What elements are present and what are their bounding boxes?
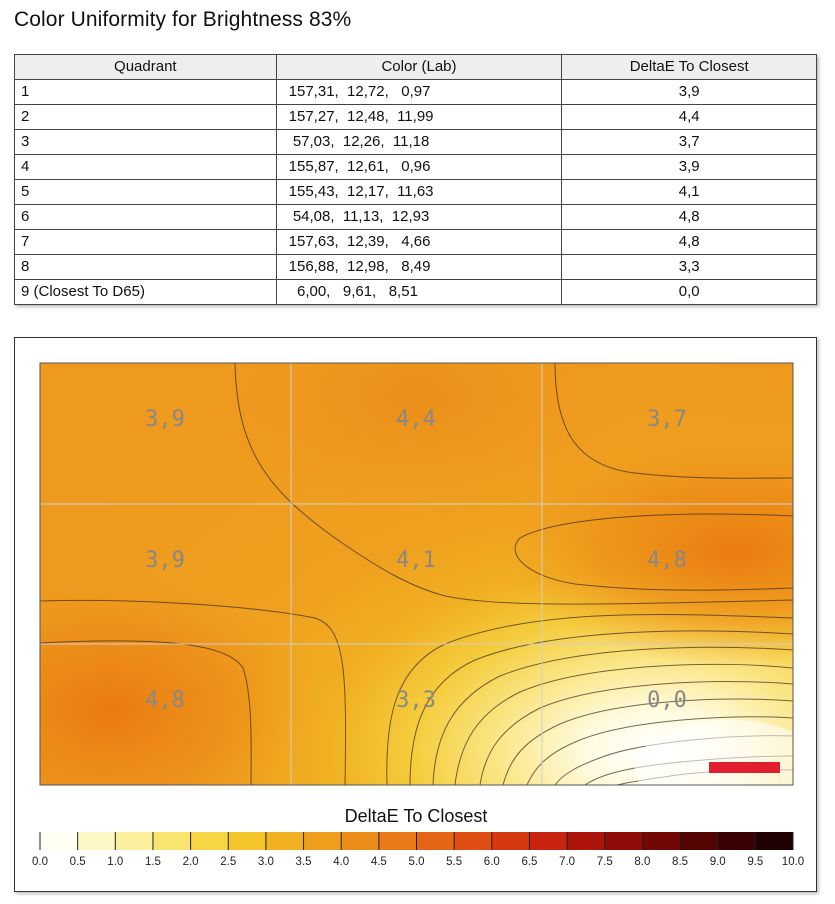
color-lab-cell: 155,87, 12,61, 0,96 [276, 155, 562, 180]
colorbar-tick-label: 0.5 [69, 856, 86, 868]
colorbar-swatch [191, 832, 229, 850]
cell-label-q2: 4,4 [396, 407, 436, 432]
page-title: Color Uniformity for Brightness 83% [14, 8, 352, 31]
colorbar-tick-label: 1.0 [107, 856, 124, 868]
colorbar-swatch [454, 832, 492, 850]
table-row [15, 280, 817, 305]
colorbar-swatch [529, 832, 567, 850]
reference-indicator-bar [709, 762, 780, 773]
quadrant-cell: 6 [15, 205, 277, 230]
colorbar-tick-label: 2.0 [182, 856, 199, 868]
colorbar-tick-label: 5.5 [446, 856, 463, 868]
deltae-cell: 0,0 [562, 280, 817, 305]
colorbar-swatch [718, 832, 756, 850]
colorbar-swatch [115, 832, 153, 850]
colorbar-swatch [228, 832, 266, 850]
colorbar-tick-label: 3.0 [257, 856, 274, 868]
deltae-cell: 3,7 [562, 130, 817, 155]
color-lab-cell: 57,03, 12,26, 11,18 [276, 130, 562, 155]
table-row [15, 255, 817, 280]
table-row [15, 180, 817, 205]
colorbar-ticks [40, 832, 793, 850]
colorbar-swatch [492, 832, 530, 850]
colorbar-swatch [40, 832, 78, 850]
cell-label-q9: 0,0 [647, 688, 687, 713]
cell-label-q4: 3,9 [145, 548, 185, 573]
colorbar-tick-label: 6.0 [483, 856, 500, 868]
table-row [15, 130, 817, 155]
deltae-cell: 3,9 [562, 155, 817, 180]
colorbar-tick-label: 4.0 [333, 856, 350, 868]
colorbar-tick-label: 8.5 [672, 856, 689, 868]
colorbar-swatch [680, 832, 718, 850]
colorbar-tick-label: 0.0 [32, 856, 48, 868]
cell-label-q8: 3,3 [396, 688, 436, 713]
color-lab-cell: 157,31, 12,72, 0,97 [276, 80, 562, 105]
color-lab-cell: 54,08, 11,13, 12,93 [276, 205, 562, 230]
deltae-cell: 4,1 [562, 180, 817, 205]
color-lab-cell: 6,00, 9,61, 8,51 [276, 280, 562, 305]
cell-label-q5: 4,1 [396, 548, 436, 573]
colorbar-tick-labels [32, 856, 804, 868]
colorbar-tick-label: 6.5 [521, 856, 538, 868]
deltae-cell: 4,8 [562, 205, 817, 230]
table-row [15, 205, 817, 230]
quadrant-cell: 7 [15, 230, 277, 255]
table-row [15, 105, 817, 130]
colorbar-swatch [78, 832, 116, 850]
results-table [14, 54, 817, 305]
uniformity-heatmap [15, 338, 816, 891]
colorbar-swatch [642, 832, 680, 850]
colorbar-tick-label: 9.0 [709, 856, 726, 868]
colorbar-tick-label: 5.0 [408, 856, 425, 868]
table-row [15, 155, 817, 180]
colorbar-tick-label: 3.5 [295, 856, 312, 868]
table-row [15, 80, 817, 105]
colorbar-swatch [153, 832, 191, 850]
colorbar-tick-label: 4.5 [370, 856, 387, 868]
cell-label-q7: 4,8 [145, 688, 185, 713]
colorbar-tick-label: 7.0 [559, 856, 576, 868]
colorbar-swatch [304, 832, 342, 850]
colorbar-swatch [417, 832, 455, 850]
column-header-quadrant: Quadrant [15, 55, 277, 80]
deltae-cell: 4,4 [562, 105, 817, 130]
colorbar-swatch [266, 832, 304, 850]
quadrant-cell: 8 [15, 255, 277, 280]
deltae-cell: 3,3 [562, 255, 817, 280]
table-header-row [15, 55, 817, 80]
deltae-cell: 3,9 [562, 80, 817, 105]
results-table-container [14, 54, 817, 305]
quadrant-cell: 3 [15, 130, 277, 155]
colorbar-tick-label: 7.5 [596, 856, 613, 868]
color-lab-cell: 156,88, 12,98, 8,49 [276, 255, 562, 280]
quadrant-cell: 5 [15, 180, 277, 205]
colorbar-swatch [605, 832, 643, 850]
column-header-deltae: DeltaE To Closest [562, 55, 817, 80]
color-lab-cell: 155,43, 12,17, 11,63 [276, 180, 562, 205]
colorbar-tick-label: 10.0 [781, 856, 805, 868]
colorbar-swatch [755, 832, 793, 850]
colorbar-swatch [567, 832, 605, 850]
quadrant-cell: 1 [15, 80, 277, 105]
table-row [15, 230, 817, 255]
colorbar-tick-label: 1.5 [144, 856, 161, 868]
colorbar-swatch [379, 832, 417, 850]
deltae-cell: 4,8 [562, 230, 817, 255]
color-lab-cell: 157,27, 12,48, 11,99 [276, 105, 562, 130]
quadrant-cell: 9 (Closest To D65) [15, 280, 277, 305]
column-header-color-lab: Color (Lab) [276, 55, 562, 80]
quadrant-cell: 2 [15, 105, 277, 130]
uniformity-chart-panel [14, 337, 817, 892]
colorbar-tick-label: 8.0 [634, 856, 651, 868]
colorbar-swatch [341, 832, 379, 850]
cell-label-q1: 3,9 [145, 407, 185, 432]
cell-label-q3: 3,7 [647, 407, 687, 432]
quadrant-cell: 4 [15, 155, 277, 180]
colorbar-title: DeltaE To Closest [344, 806, 488, 826]
colorbar-tick-label: 2.5 [220, 856, 237, 868]
cell-label-q6: 4,8 [647, 548, 687, 573]
colorbar-tick-label: 9.5 [747, 856, 764, 868]
color-lab-cell: 157,63, 12,39, 4,66 [276, 230, 562, 255]
